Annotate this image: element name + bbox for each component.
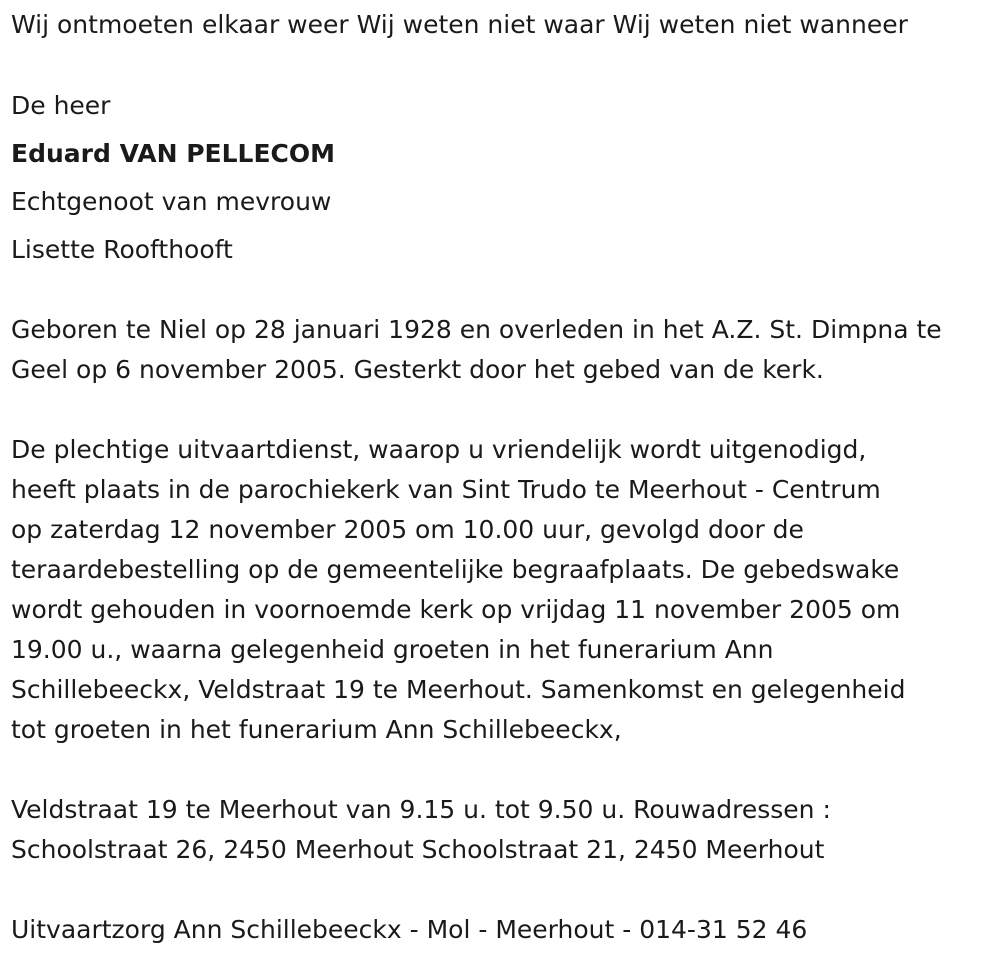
service-line: 19.00 u., waarna gelegenheid groeten in het funerarium Ann — [11, 635, 774, 664]
salutation: De heer — [11, 91, 111, 120]
service-line: wordt gehouden in voornoemde kerk op vrijdag 11 november 2005 om — [11, 595, 901, 624]
birth-death-line: Geboren te Niel op 28 januari 1928 en overleden in het A.Z. St. Dimpna te — [11, 315, 942, 344]
service-line: De plechtige uitvaartdienst, waarop u vriendelijk wordt uitgenodigd, — [11, 435, 867, 464]
birth-death-paragraph — [11, 310, 996, 390]
spouse-line-1: Echtgenoot van mevrouw — [11, 187, 332, 216]
service-line: teraardebestelling op de gemeentelijke begraafplaats. De gebedswake — [11, 555, 900, 584]
birth-death-line: Geel op 6 november 2005. Gesterkt door het gebed van de kerk. — [11, 355, 824, 384]
service-paragraph — [11, 430, 996, 750]
service-line: tot groeten in het funerarium Ann Schillebeeckx, — [11, 715, 622, 744]
service-line: Schillebeeckx, Veldstraat 19 te Meerhout. Samenkomst en gelegenheid — [11, 675, 906, 704]
undertaker-line: Uitvaartzorg Ann Schillebeeckx - Mol - Meerhout - 014-31 52 46 — [11, 915, 808, 944]
address-line: Veldstraat 19 te Meerhout van 9.15 u. tot 9.50 u. Rouwadressen : — [11, 795, 831, 824]
address-line: Schoolstraat 26, 2450 Meerhout Schoolstraat 21, 2450 Meerhout — [11, 835, 825, 864]
spouse-line-2: Lisette Roofthooft — [11, 235, 233, 264]
service-line: heeft plaats in de parochiekerk van Sint Trudo te Meerhout - Centrum — [11, 475, 881, 504]
deceased-name: Eduard VAN PELLECOM — [11, 139, 336, 168]
service-line: op zaterdag 12 november 2005 om 10.00 uur, gevolgd door de — [11, 515, 804, 544]
motto: Wij ontmoeten elkaar weer Wij weten niet waar Wij weten niet wanneer — [11, 10, 908, 39]
address-paragraph — [11, 790, 996, 870]
